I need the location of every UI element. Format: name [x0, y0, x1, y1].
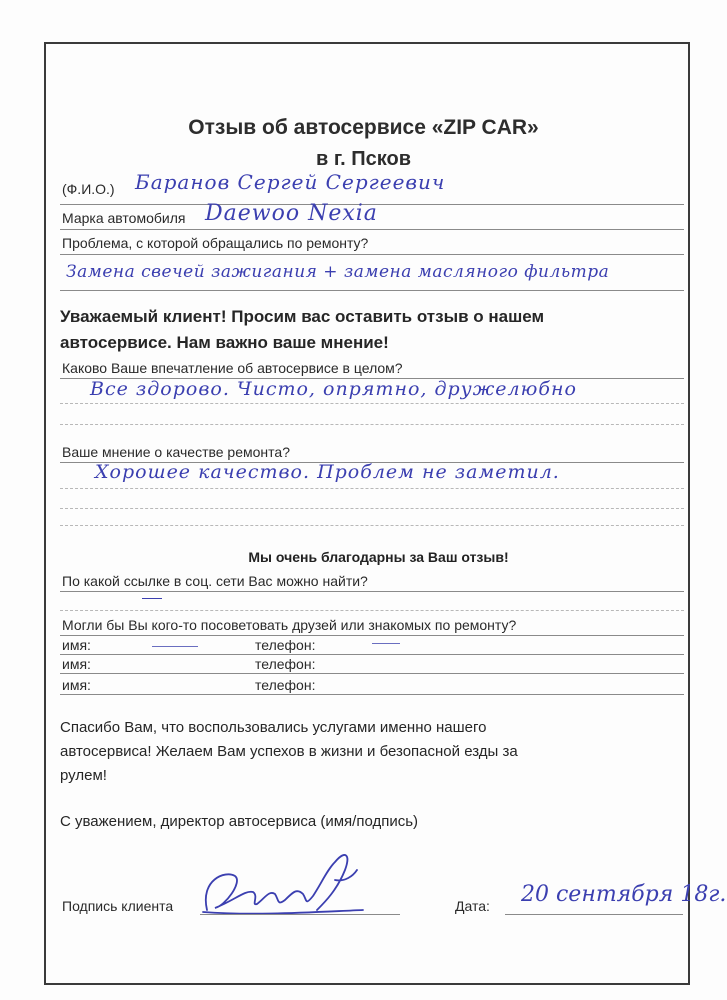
phone-label-2: телефон: [255, 656, 316, 672]
impression-dotted-1 [60, 403, 684, 404]
car-line [60, 229, 684, 230]
recommend-line [60, 635, 684, 636]
contact-line-1 [60, 654, 684, 655]
problem-label: Проблема, с которой обращались по ремонту? [62, 235, 369, 251]
name-label-2: имя: [62, 656, 91, 672]
contact-line-2 [60, 673, 684, 674]
phone-label-3: телефон: [255, 677, 316, 693]
fio-label: (Ф.И.О.) [62, 181, 115, 197]
car-value: Daewoo Nexia [205, 201, 378, 226]
social-label: По какой ссылке в соц. сети Вас можно найти? [62, 573, 368, 589]
closing-line-3: рулем! [60, 767, 107, 784]
contact-line-3 [60, 694, 684, 695]
social-dash-mark [142, 598, 162, 599]
appeal-line-1: Уважаемый клиент! Просим вас оставить отзыв о нашем [60, 307, 545, 326]
client-signature [195, 840, 365, 920]
client-sign-line [200, 914, 400, 915]
name-label-1: имя: [62, 637, 91, 653]
impression-value: Все здорово. Чисто, опрятно, дружелюбно [90, 378, 577, 400]
date-value: 20 сентября 18г. [521, 882, 727, 907]
impression-label: Каково Ваше впечатление об автосервисе в целом? [62, 360, 403, 376]
quality-value: Хорошее качество. Проблем не заметил. [95, 461, 560, 483]
phone-label-1: телефон: [255, 637, 316, 653]
quality-dotted-2 [60, 508, 684, 509]
fio-value: Баранов Сергей Сергеевич [135, 170, 446, 194]
form-title: Отзыв об автосервисе «ZIP CAR» [188, 116, 539, 139]
closing-line-1: Спасибо Вам, что воспользовались услугами именно нашего [60, 719, 487, 736]
impression-dotted-2 [60, 424, 684, 425]
name-label-3: имя: [62, 677, 91, 693]
regards-text: С уважением, директор автосервиса (имя/подпись) [60, 813, 419, 830]
car-label: Марка автомобиля [62, 210, 186, 226]
client-sign-label: Подпись клиента [62, 898, 174, 914]
appeal-line-2: автосервисе. Нам важно ваше мнение! [60, 333, 389, 352]
closing-line-2: автосервиса! Желаем Вам успехов в жизни и безопасной езды за [60, 743, 518, 760]
recommend-label: Могли бы Вы кого-то посоветовать друзей или знакомых по ремонту? [62, 617, 517, 633]
problem-value: Замена свечей зажигания + замена масляного фильтра [66, 262, 610, 282]
social-dotted [60, 610, 684, 611]
thanks-text: Мы очень благодарны за Ваш отзыв! [248, 549, 509, 565]
date-label: Дата: [455, 898, 490, 914]
quality-dotted-3 [60, 525, 684, 526]
social-line [60, 591, 684, 592]
phone-dash-mark [372, 643, 400, 644]
form-city: в г. Псков [315, 148, 412, 170]
quality-dotted-1 [60, 488, 684, 489]
problem-line [60, 254, 684, 255]
problem-answer-line [60, 290, 684, 291]
date-line [505, 914, 683, 915]
quality-label: Ваше мнение о качестве ремонта? [62, 444, 290, 460]
name-dash-mark [152, 646, 198, 647]
